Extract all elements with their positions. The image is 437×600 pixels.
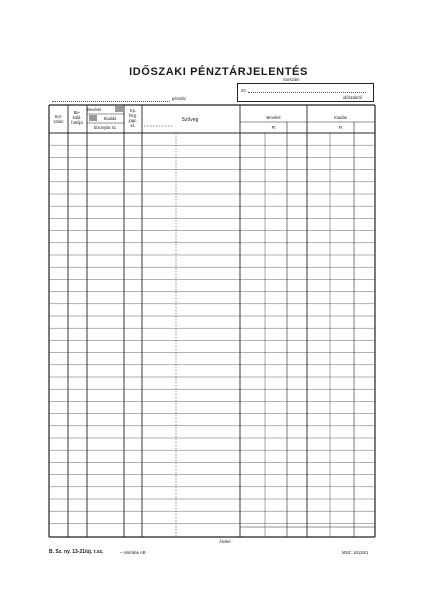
col-ft-2: Ft xyxy=(338,125,343,130)
period-label: időszakról xyxy=(343,95,362,100)
col-bekuldes: Be- küld. hatója xyxy=(71,110,83,125)
atvitel-label: Átvitel xyxy=(219,539,231,544)
msz-code: MSZ. 16125/1 xyxy=(342,550,369,555)
col-ft-1: Ft xyxy=(271,125,276,130)
dash-note: – Alsmilan AB xyxy=(120,550,146,555)
date-prefix: 20 xyxy=(241,88,246,93)
col-kapcsolodo: Kp. forg. jogc. sz. xyxy=(128,108,138,128)
col-kiadas: Kiadás xyxy=(334,115,347,120)
col-bevetel: Bevétel xyxy=(266,115,281,120)
col-bizonylat: bizonylat sz. xyxy=(93,125,118,130)
col-sorszam: Sor- szám xyxy=(53,114,64,124)
kiadas-tag-fill xyxy=(89,115,97,121)
page-title: IDŐSZAKI PÉNZTÁRJELENTÉS xyxy=(129,66,308,78)
form-code: B. Sz. ny. 13-21/új. r.sz. xyxy=(49,549,104,555)
bevetel-tag-fill xyxy=(115,106,123,112)
col-bevetel-tag: Bevétel xyxy=(87,107,101,112)
sorszam-label: Sorszám xyxy=(283,77,300,82)
col-kiadas-tag: Kiadás xyxy=(103,116,117,121)
col-szoveg: Szöveg xyxy=(181,117,199,123)
cashier-label: pénztár xyxy=(172,96,186,101)
